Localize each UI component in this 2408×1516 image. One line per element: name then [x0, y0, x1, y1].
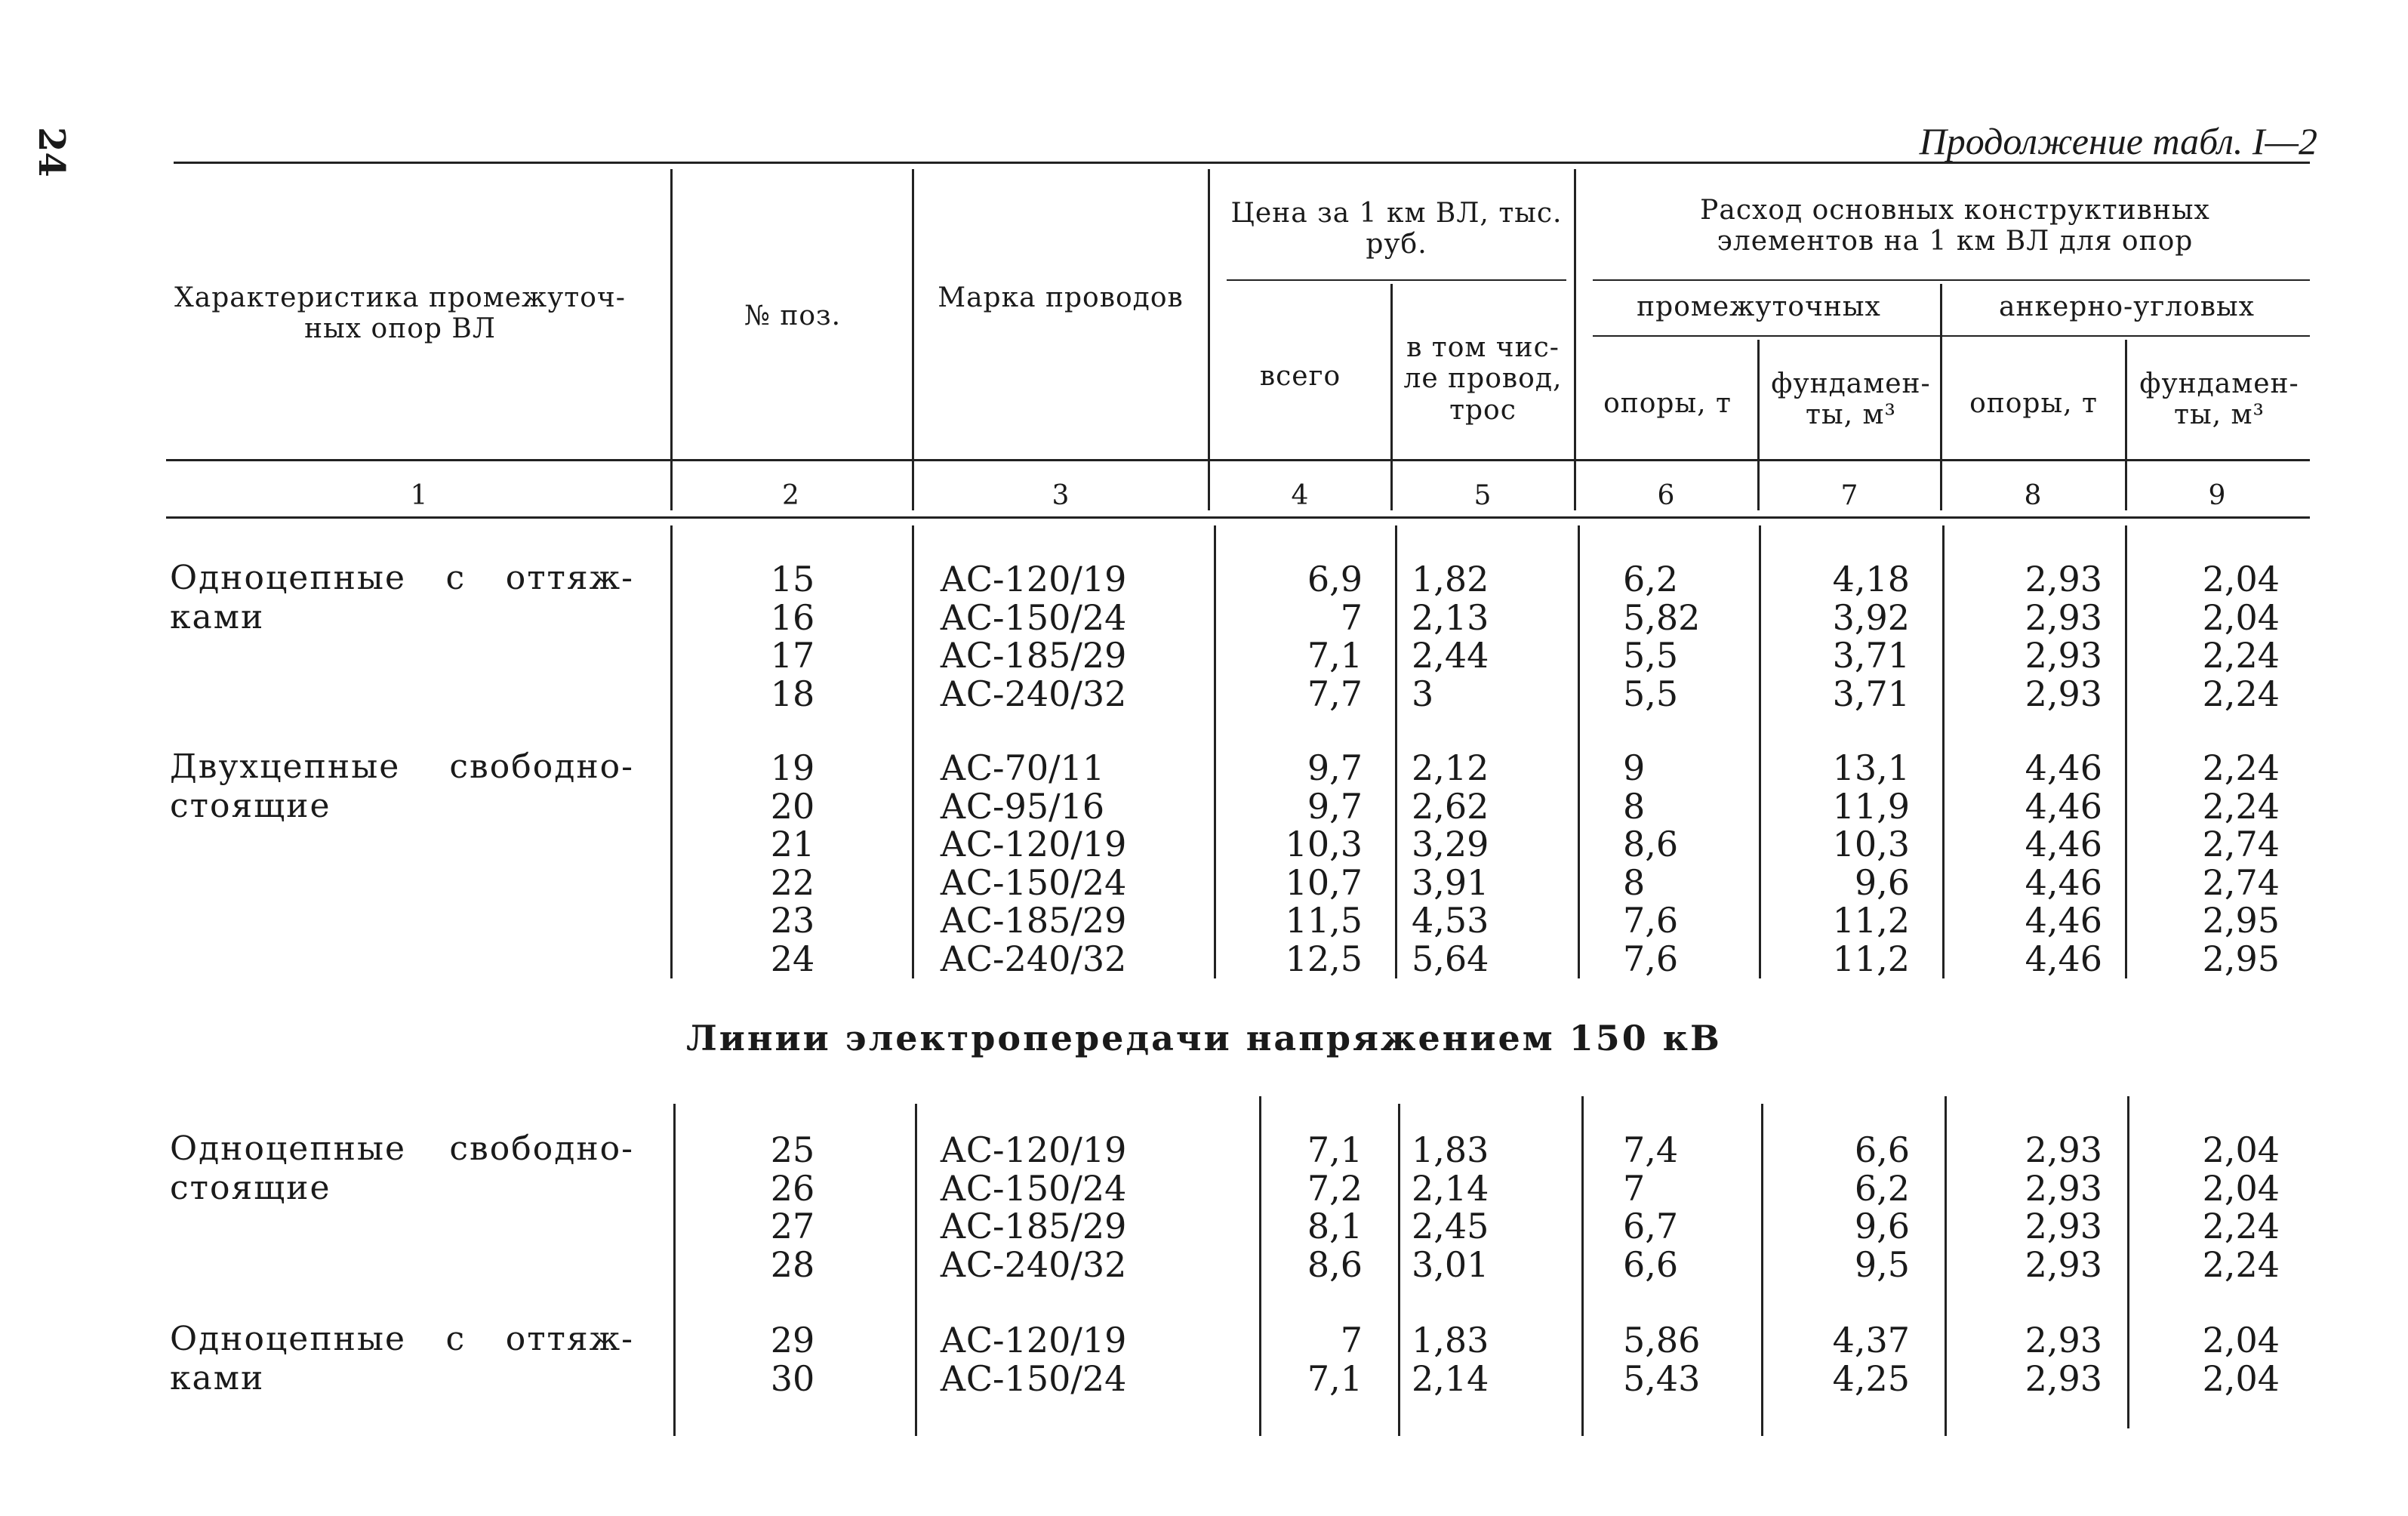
cell-wire-grade: АС-185/29 [940, 635, 1127, 676]
cell-anchor-supports: 2,93 [2025, 635, 2102, 676]
column-number-1: 1 [410, 480, 428, 511]
cell-anchor-foundations: 2,24 [2202, 1206, 2280, 1246]
cell-intermediate-supports: 7 [1623, 1167, 1646, 1209]
cell-anchor-foundations: 2,74 [2202, 824, 2280, 864]
cell-price-total: 10,7 [1285, 861, 1363, 903]
cell-price-wire: 1,83 [1412, 1129, 1489, 1170]
cell-wire-grade: АС-185/29 [940, 900, 1127, 941]
cell-position-number: 30 [770, 1357, 815, 1399]
header-intermediate-foundations: фундамен-ты, м³ [1771, 368, 1931, 431]
cell-intermediate-foundations: 13,1 [1832, 747, 1910, 788]
cell-anchor-supports: 2,93 [2025, 1357, 2102, 1399]
body2-divider-7 [1945, 1096, 1947, 1436]
cell-anchor-supports: 2,93 [2025, 1243, 2102, 1285]
cell-intermediate-supports: 9 [1623, 747, 1646, 788]
cell-intermediate-supports: 7,6 [1623, 900, 1679, 941]
header-wire-grade: Марка проводов [938, 282, 1184, 313]
cell-intermediate-supports: 8 [1623, 785, 1646, 827]
cell-price-total: 9,7 [1307, 785, 1363, 827]
cell-intermediate-foundations: 11,2 [1832, 900, 1910, 941]
body1-divider-1 [670, 525, 673, 978]
cell-intermediate-foundations: 9,6 [1854, 1206, 1910, 1246]
cell-price-wire: 2,62 [1412, 785, 1489, 827]
cell-price-wire: 3 [1412, 673, 1434, 714]
cell-position-number: 27 [770, 1206, 815, 1246]
cell-price-wire: 3,91 [1412, 861, 1489, 903]
cell-price-total: 6,9 [1307, 559, 1363, 599]
header-position-number: № поз. [744, 300, 842, 331]
header-anchor-foundations: фундамен-ты, м³ [2139, 368, 2299, 431]
cell-anchor-foundations: 2,24 [2202, 635, 2280, 676]
cell-intermediate-supports: 5,86 [1623, 1320, 1701, 1360]
cell-intermediate-foundations: 6,6 [1854, 1129, 1910, 1170]
column-number-8: 8 [2024, 480, 2042, 511]
cell-intermediate-supports: 6,7 [1623, 1206, 1679, 1246]
column-number-6: 6 [1657, 480, 1675, 511]
cell-intermediate-supports: 5,82 [1623, 596, 1701, 638]
cell-intermediate-supports: 7,6 [1623, 938, 1679, 979]
cell-intermediate-supports: 8,6 [1623, 824, 1679, 864]
cell-price-wire: 2,13 [1412, 596, 1489, 638]
cell-intermediate-foundations: 11,9 [1832, 785, 1910, 827]
column-number-3: 3 [1052, 480, 1070, 511]
cell-anchor-supports: 4,46 [2025, 938, 2102, 979]
cell-intermediate-supports: 6,6 [1623, 1243, 1679, 1285]
header-price-group: Цена за 1 км ВЛ, тыс. руб. [1230, 198, 1563, 260]
cell-intermediate-supports: 5,5 [1623, 673, 1679, 714]
cell-price-total: 7 [1340, 1320, 1363, 1360]
cell-position-number: 22 [770, 861, 815, 903]
cell-intermediate-foundations: 4,25 [1832, 1357, 1910, 1399]
body2-divider-4 [1398, 1104, 1400, 1436]
cell-intermediate-foundations: 9,6 [1854, 861, 1910, 903]
cell-intermediate-supports: 6,2 [1623, 559, 1679, 599]
header-anchor-supports: опоры, т [1969, 388, 2098, 419]
body1-divider-3 [1214, 525, 1216, 978]
cell-price-total: 11,5 [1285, 900, 1363, 941]
cell-position-number: 17 [770, 635, 815, 676]
cell-anchor-foundations: 2,74 [2202, 861, 2280, 903]
cell-price-wire: 3,29 [1412, 824, 1489, 864]
header-divider-2 [912, 169, 914, 510]
cell-anchor-foundations: 2,04 [2202, 559, 2280, 599]
cell-wire-grade: АС-120/19 [940, 559, 1127, 599]
cell-intermediate-foundations: 3,71 [1832, 673, 1910, 714]
cell-anchor-foundations: 2,04 [2202, 596, 2280, 638]
cell-position-number: 21 [770, 824, 815, 864]
body2-divider-6 [1761, 1104, 1763, 1436]
cell-wire-grade: АС-150/24 [940, 861, 1127, 903]
header-intermediate: промежуточных [1637, 291, 1881, 322]
cell-anchor-supports: 2,93 [2025, 673, 2102, 714]
usage-subsub-rule [1593, 335, 2310, 337]
table-top-rule [174, 162, 2310, 164]
cell-price-wire: 4,53 [1412, 900, 1489, 941]
cell-position-number: 24 [770, 938, 815, 979]
cell-intermediate-supports: 5,5 [1623, 635, 1679, 676]
cell-wire-grade: АС-70/11 [940, 747, 1105, 788]
cell-wire-grade: АС-95/16 [940, 785, 1105, 827]
cell-position-number: 26 [770, 1167, 815, 1209]
cell-price-total: 8,1 [1307, 1206, 1363, 1246]
body2-divider-1 [673, 1104, 676, 1436]
cell-intermediate-foundations: 9,5 [1854, 1243, 1910, 1285]
group-description: Двухцепные свободно-стоящие [170, 747, 634, 825]
cell-wire-grade: АС-120/19 [940, 1129, 1127, 1170]
cell-position-number: 25 [770, 1129, 815, 1170]
cell-wire-grade: АС-150/24 [940, 1167, 1127, 1209]
cell-price-total: 7,1 [1307, 635, 1363, 676]
column-number-rule [166, 516, 2310, 519]
cell-intermediate-supports: 7,4 [1623, 1129, 1679, 1170]
header-bottom-rule [166, 459, 2310, 461]
cell-price-total: 9,7 [1307, 747, 1363, 788]
group-description: Одноцепные с оттяж-ками [170, 559, 634, 636]
usage-subheader-rule [1593, 279, 2310, 281]
header-price-total: всего [1259, 361, 1341, 392]
cell-anchor-foundations: 2,24 [2202, 673, 2280, 714]
section-title-150kv: Линии электропередачи напряжением 150 кВ [686, 1018, 1722, 1058]
cell-price-total: 7,1 [1307, 1129, 1363, 1170]
header-usage-group: Расход основных конструктивных элементов на 1 км ВЛ для опор [1700, 195, 2210, 257]
cell-anchor-foundations: 2,24 [2202, 1243, 2280, 1285]
cell-price-wire: 1,83 [1412, 1320, 1489, 1360]
cell-intermediate-foundations: 11,2 [1832, 938, 1910, 979]
body1-divider-5 [1578, 525, 1580, 978]
body1-divider-6 [1759, 525, 1761, 978]
header-characteristic: Характеристика промежуточ-ных опор ВЛ [174, 282, 626, 345]
cell-price-total: 10,3 [1285, 824, 1363, 864]
price-subheader-rule [1227, 279, 1566, 281]
body2-divider-2 [915, 1104, 917, 1436]
cell-wire-grade: АС-185/29 [940, 1206, 1127, 1246]
cell-intermediate-supports: 8 [1623, 861, 1646, 903]
cell-anchor-foundations: 2,24 [2202, 747, 2280, 788]
page-number: 24 [30, 127, 72, 177]
body1-divider-4 [1395, 525, 1397, 978]
cell-wire-grade: АС-240/32 [940, 673, 1127, 714]
header-anchor: анкерно-угловых [1999, 291, 2255, 322]
group-description: Одноцепные свободно-стоящие [170, 1129, 634, 1207]
cell-price-total: 7,2 [1307, 1167, 1363, 1209]
column-number-2: 2 [782, 480, 799, 511]
cell-position-number: 15 [770, 559, 815, 599]
column-number-4: 4 [1291, 480, 1309, 511]
cell-anchor-supports: 4,46 [2025, 785, 2102, 827]
cell-price-wire: 1,82 [1412, 559, 1489, 599]
cell-wire-grade: АС-240/32 [940, 1243, 1127, 1285]
header-divider-1 [670, 169, 673, 510]
continuation-title: Продолжение табл. I—2 [1919, 120, 2317, 162]
cell-wire-grade: АС-240/32 [940, 938, 1127, 979]
cell-price-wire: 2,44 [1412, 635, 1489, 676]
cell-anchor-foundations: 2,04 [2202, 1129, 2280, 1170]
header-price-wire: в том чис-ле провод, трос [1403, 332, 1563, 426]
group-description: Одноцепные с оттяж-ками [170, 1320, 634, 1397]
body1-divider-8 [2125, 525, 2127, 978]
cell-intermediate-foundations: 3,92 [1832, 596, 1910, 638]
cell-price-wire: 5,64 [1412, 938, 1489, 979]
cell-price-total: 7,7 [1307, 673, 1363, 714]
cell-anchor-supports: 4,46 [2025, 824, 2102, 864]
cell-anchor-supports: 2,93 [2025, 1206, 2102, 1246]
cell-intermediate-supports: 5,43 [1623, 1357, 1701, 1399]
cell-wire-grade: АС-150/24 [940, 1357, 1127, 1399]
cell-anchor-supports: 2,93 [2025, 559, 2102, 599]
cell-position-number: 16 [770, 596, 815, 638]
cell-intermediate-foundations: 10,3 [1832, 824, 1910, 864]
body1-divider-7 [1942, 525, 1945, 978]
cell-anchor-supports: 4,46 [2025, 861, 2102, 903]
cell-price-wire: 2,14 [1412, 1357, 1489, 1399]
header-intermediate-supports: опоры, т [1603, 388, 1732, 419]
cell-price-wire: 3,01 [1412, 1243, 1489, 1285]
cell-position-number: 18 [770, 673, 815, 714]
cell-intermediate-foundations: 6,2 [1854, 1167, 1910, 1209]
cell-anchor-foundations: 2,24 [2202, 785, 2280, 827]
header-divider-3 [1208, 169, 1210, 510]
cell-position-number: 20 [770, 785, 815, 827]
cell-price-wire: 2,45 [1412, 1206, 1489, 1246]
cell-intermediate-foundations: 4,18 [1832, 559, 1910, 599]
cell-anchor-supports: 4,46 [2025, 747, 2102, 788]
header-divider-7 [1940, 284, 1942, 510]
column-number-9: 9 [2208, 480, 2226, 511]
cell-anchor-supports: 4,46 [2025, 900, 2102, 941]
cell-wire-grade: АС-120/19 [940, 1320, 1127, 1360]
cell-wire-grade: АС-120/19 [940, 824, 1127, 864]
cell-position-number: 23 [770, 900, 815, 941]
cell-price-total: 7,1 [1307, 1357, 1363, 1399]
cell-anchor-supports: 2,93 [2025, 596, 2102, 638]
cell-price-total: 8,6 [1307, 1243, 1363, 1285]
cell-price-wire: 2,14 [1412, 1167, 1489, 1209]
cell-intermediate-foundations: 3,71 [1832, 635, 1910, 676]
header-divider-5 [1574, 169, 1576, 510]
cell-anchor-foundations: 2,95 [2202, 900, 2280, 941]
cell-position-number: 28 [770, 1243, 815, 1285]
cell-anchor-foundations: 2,95 [2202, 938, 2280, 979]
cell-anchor-supports: 2,93 [2025, 1129, 2102, 1170]
cell-position-number: 19 [770, 747, 815, 788]
cell-anchor-supports: 2,93 [2025, 1320, 2102, 1360]
cell-intermediate-foundations: 4,37 [1832, 1320, 1910, 1360]
cell-price-total: 12,5 [1285, 938, 1363, 979]
cell-anchor-foundations: 2,04 [2202, 1167, 2280, 1209]
cell-wire-grade: АС-150/24 [940, 596, 1127, 638]
cell-position-number: 29 [770, 1320, 815, 1360]
body2-divider-5 [1581, 1096, 1584, 1436]
cell-anchor-foundations: 2,04 [2202, 1357, 2280, 1399]
header-divider-4 [1390, 284, 1393, 510]
column-number-5: 5 [1473, 480, 1492, 511]
cell-price-wire: 2,12 [1412, 747, 1489, 788]
cell-anchor-supports: 2,93 [2025, 1167, 2102, 1209]
cell-anchor-foundations: 2,04 [2202, 1320, 2280, 1360]
column-number-7: 7 [1840, 480, 1858, 511]
cell-price-total: 7 [1340, 596, 1363, 638]
body1-divider-2 [912, 525, 914, 978]
body2-divider-8 [2127, 1096, 2129, 1428]
